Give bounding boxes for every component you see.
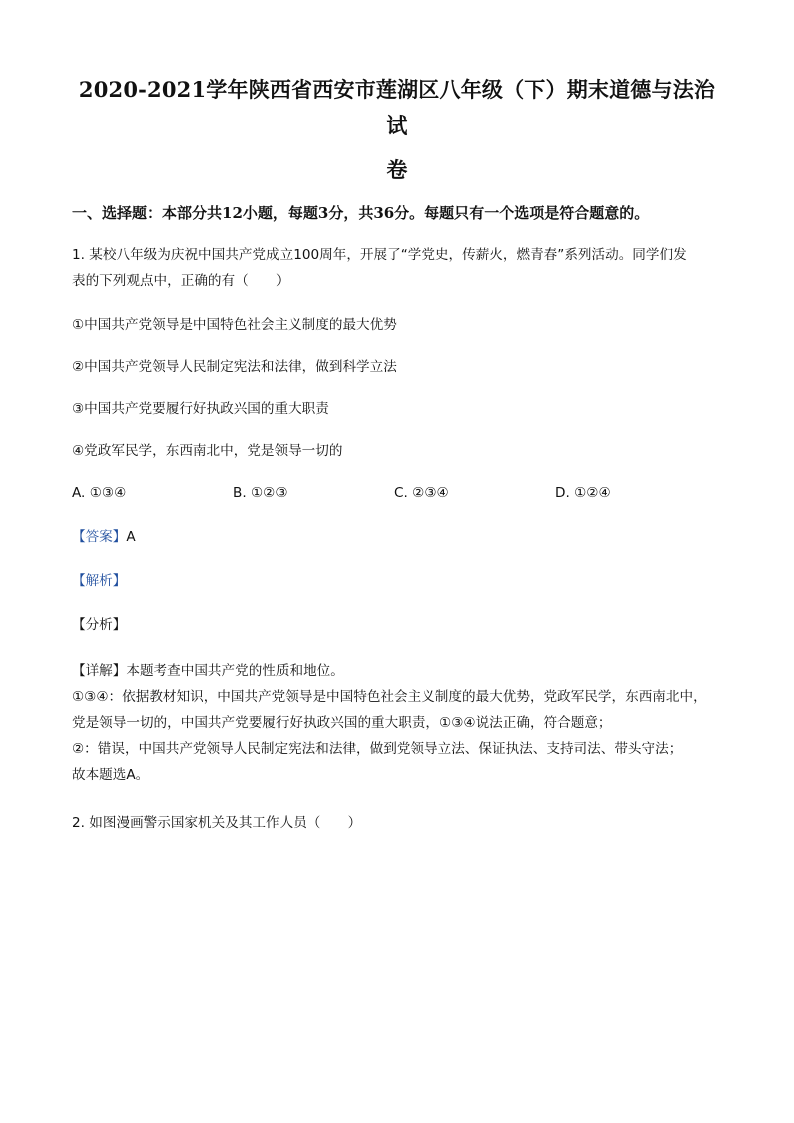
detail-intro-line (72, 658, 722, 684)
section-heading: 一、选择题：本部分共12小题，每题3分，共36分。每题只有一个选项是符合题意的。 (72, 204, 650, 222)
detail-intro: 本题考查中国共产党的性质和地位。 (126, 663, 344, 679)
option-a: A. ①③④ (72, 485, 127, 501)
detail-line-3: ②：错误，中国共产党领导人民制定宪法和法律，做到党领导立法、保证执法、支持司法、带头守法； (72, 741, 683, 757)
statement-2: ②中国共产党领导人民制定宪法和法律，做到科学立法 (72, 359, 397, 375)
answer-line (72, 526, 722, 548)
answer-value: A (126, 529, 136, 545)
title-line-2: 卷 (386, 157, 408, 182)
statement-4: ④党政军民学，东西南北中，党是领导一切的 (72, 443, 343, 459)
option-c: C. ②③④ (394, 485, 449, 501)
option-b: B. ①②③ (233, 485, 288, 501)
document-title (72, 0, 722, 188)
question-1-stem-line-1: 1. 某校八年级为庆祝中国共产党成立100周年，开展了“学党史，传薪火，燃青春”系列活动。同学们发 (72, 247, 687, 263)
question-1-stem (72, 242, 722, 294)
title-line-1: 2020-2021学年陕西省西安市莲湖区八年级（下）期末道德与法治试 (78, 77, 716, 138)
analysis-tag: 【解析】 (72, 573, 127, 589)
statement-1: ①中国共产党领导是中国特色社会主义制度的最大优势 (72, 317, 397, 333)
question-2 (72, 810, 722, 836)
question-1-stem-line-2: 表的下列观点中，正确的有（ ） (72, 273, 290, 289)
detail-line-2: 党是领导一切的，中国共产党要履行好执政兴国的重大职责，①③④说法正确，符合题意； (72, 715, 612, 731)
answer-tag: 【答案】 (72, 529, 127, 545)
detail-block (72, 658, 722, 788)
detail-line-1: ①③④：依据教材知识，中国共产党领导是中国特色社会主义制度的最大优势，党政军民学，东西南北中， (72, 689, 707, 705)
question-1-options (72, 482, 722, 504)
question-1 (72, 242, 722, 788)
analysis-line (72, 570, 722, 592)
fenxi-tag: 【分析】 (72, 617, 127, 633)
question-2-stem: 2. 如图漫画警示国家机关及其工作人员（ ） (72, 815, 362, 831)
statement-3: ③中国共产党要履行好执政兴国的重大职责 (72, 401, 329, 417)
option-d: D. ①②④ (555, 485, 611, 501)
detail-tag: 【详解】 (72, 663, 127, 679)
fenxi-line (72, 614, 722, 636)
detail-line-4: 故本题选A。 (72, 767, 150, 783)
